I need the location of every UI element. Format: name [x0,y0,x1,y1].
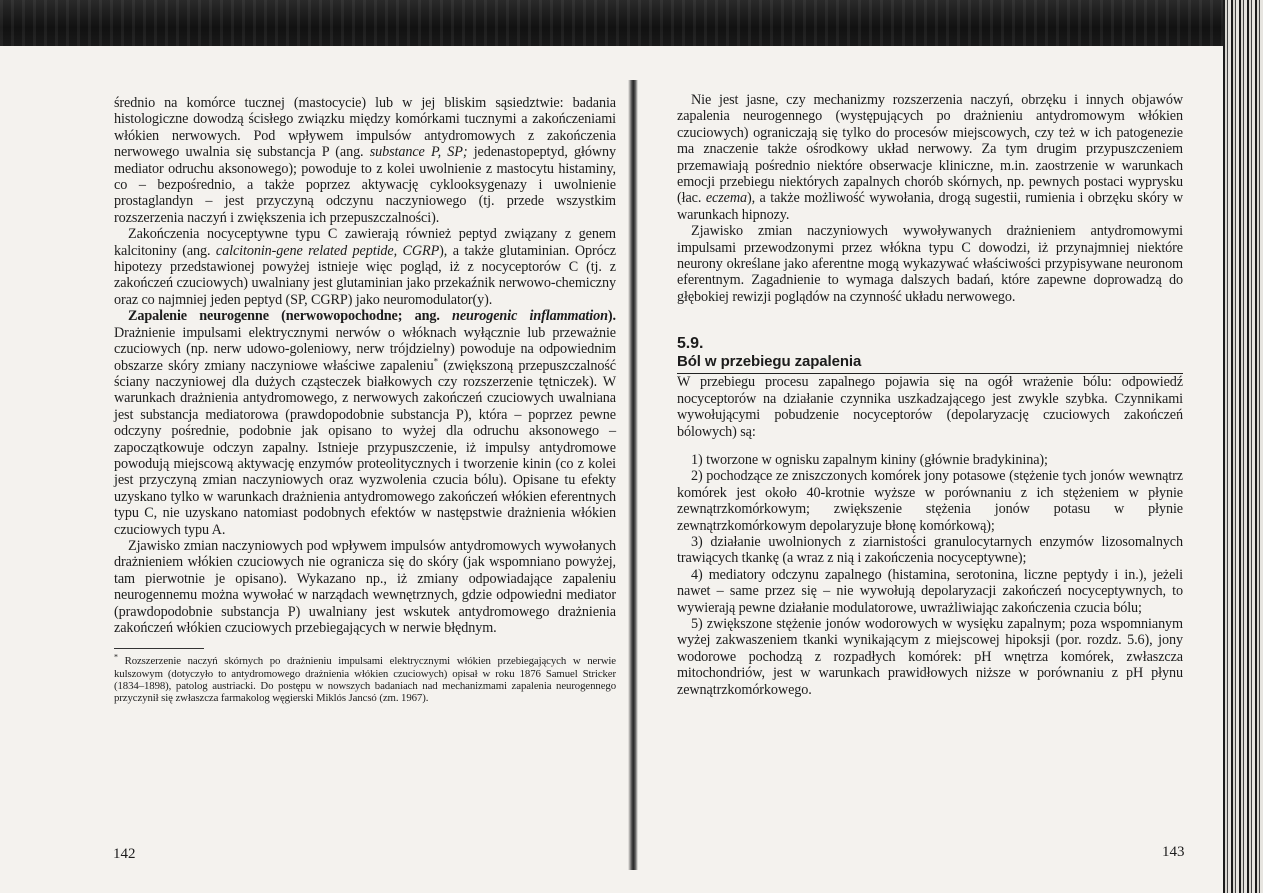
right-page [677,92,1183,698]
section-heading [677,335,1183,374]
scan-top-shadow [0,0,1263,46]
list-item: 3) działanie uwolnionych z ziarnistości granulocytarnych enzymów lizosomalnych trawiących tkankę (a wraz z nią i zakończenia nocyceptywne); [677,533,1183,567]
book-edge [1223,0,1263,893]
paragraph: W przebiegu procesu zapalnego pojawia się na ogół wrażenie bólu: odpowiedź nocyceptorów na działanie czynnika uszkadzającego jest zwykle szybka. Czynnikami wywołującymi pobudzenie nocyceptorów (depolaryzację czuciowych zakończeń bólowych) są: [677,374,1183,440]
list-item: 4) mediatory odczynu zapalnego (histamina, serotonina, liczne peptydy i in.), jeżeli nawet – same przez się – nie wywołują depolaryzacji zakończeń nocyceptywnych, to wywierają pewne działanie modulatorowe, uwrażliwiając zakończenia czucia bólu; [677,566,1183,616]
book-gutter [628,80,638,870]
footnote: * Rozszerzenie naczyń skórnych po drażnieniu impulsami elektrycznymi włókien przebiegających w nerwie kulszowym (dotyczyło to antydromowego drażnienia włókien czuciowych) opisał w roku 1876 Samuel Stricker (1834–1898), patolog austriacki. Do postępu w nowszych badaniach nad mechanizmami zapalenia neurogennego przyczynił się zwłaszcza farmakolog węgierski Miklós Jancsó (zm. 1967). [114,652,616,705]
section-number: 5.9. [677,335,704,353]
list-item: 1) tworzone w ognisku zapalnym kininy (głównie bradykinina); [691,451,1048,468]
page-number: 143 [1162,844,1185,860]
paragraph: Zakończenia nocyceptywne typu C zawierają również peptyd związany z genem kalcitoniny (ang. calcitonin-gene related peptide, CGRP), a także glutaminian. Oprócz hipotezy przedstawionej powyżej istnieje więc pogląd, iż z nocyceptorów C (tj. z zakończeń czuciowych) uwalniany jest glutaminian jako przekaźnik nerwowo-chemiczny oraz co najmniej jeden peptyd (SP, CGRP) jako neuromodulator(y). [114,226,616,308]
footnote-rule [114,648,204,649]
section-title: Ból w przebiegu zapalenia [677,353,1183,374]
paragraph: średnio na komórce tucznej (mastocycie) lub w jej bliskim sąsiedztwie: badania histologiczne dowodzą ścisłego związku między komórkami tucznymi a zakończeniami włókien nerwowych. Pod wpływem impulsów antydromowych z zakończenia nerwowego uwalnia się substancja P (ang. substance P, SP; jedenastopeptyd, główny mediator odruchu aksonowego); powoduje to z kolei uwolnienie z mastocytu histaminy, co – bezpośrednio, a także poprzez aktywację cyklooksygenazy i uwolnienie prostaglandyn – jest przyczyną odczynu naczyniowego (tj. przede wszystkim rozszerzenia naczyń i zwiększenia ich przepuszczalności). [114,95,616,226]
paragraph: Zjawisko zmian naczyniowych pod wpływem impulsów antydromowych wywołanych drażnieniem włókien czuciowych nie ogranicza się do skóry (jak wspomniano powyżej, tam pierwotnie je opisano). Wykazano np., iż zmiany odpowiadające zapaleniu neurogennemu można wywołać w narządach wewnętrznych, gdzie odpowiedni mediator (prawdopodobnie substancja P) uwalniany jest wskutek antydromowego drażnienia zakończeń włókien czuciowych przebiegających w nerwie błędnym. [114,537,616,636]
left-page [114,95,616,705]
paragraph: Nie jest jasne, czy mechanizmy rozszerzenia naczyń, obrzęku i innych objawów zapalenia neurogennego (występujących po drażnieniu antydromowym włókien czuciowych) ograniczają się tylko do procesów miejscowych, czy też w ich patogenezie ma znaczenie także ośrodkowy układ nerwowy. Za tym drugim przypuszczeniem przemawiają pośrednio niektóre obserwacje kliniczne, m.in. zaostrzenie w warunkach emocji przebiegu niektórych zapalnych chorób skórnych, np. pewnych postaci wyprysku (łac. eczema), a także możliwość wywołania, drogą sugestii, rumienia i obrzęku skóry w warunkach hipnozy. [677,92,1183,223]
list-item: 2) pochodzące ze zniszczonych komórek jony potasowe (stężenie tych jonów wewnątrz komórek jest około 40-krotnie wyższe w porównaniu z ich stężeniem w płynie zewnątrzkomórkowym; zwiększenie stężenia jonów potasu w płynie zewnątrzkomórkowym depolaryzuje błonę komórkową); [677,468,1183,534]
paragraph: Zapalenie neurogenne (nerwowopochodne; ang. neurogenic inflammation). Drażnienie impulsami elektrycznymi nerwów o włóknach wyłącznie lub przeważnie czuciowych (np. nerw udowo-goleniowy, nerw trójdzielny) powoduje na odpowiednim obszarze skóry zmiany naczyniowe właściwe zapaleniu* (zwiększoną przepuszczalność ściany naczyniowej dla dużych cząsteczek białkowych czy rozszerzenie tętniczek). W warunkach drażnienia antydromowego, z nerwowych zakończeń czuciowych uwalniana jest substancja mediatorowa (prawdopodobnie substancja P), która – poprzez pewne odczyny pośrednie, podobnie jak opisano to wyżej dla odruchu aksonowego – zapoczątkowuje odczyn zapalny. Istnieje przypuszczenie, iż impulsy antydromowe powodują miejscową aktywację enzymów proteolitycznych i tworzenie kinin (co z kolei jest przyczyną zmian naczyniowych oraz wyzwolenia czucia bólu). Opisane tu efekty uzyskano tylko w warunkach drażnienia antydromowego zakończeń włókien eferentnych typu C, nie uzyskano natomiast podobnych efektów w następstwie drażnienia włókien czuciowych typu A. [114,308,616,538]
page-number: 142 [113,846,136,862]
list-item: 5) zwiększone stężenie jonów wodorowych w wysięku zapalnym; poza wspomnianym wyżej zakwaszeniem tkanki wynikającym z miejscowej hipoksji (por. rozdz. 5.6), jony wodorowe pochodzą z rozpadłych komórek: pH wnętrza komórek, zwłaszcza mitochondriów, jest w warunkach prawidłowych niższe w porównaniu z pH płynu zewnątrzkomórkowego. [677,615,1183,698]
paragraph: Zjawisko zmian naczyniowych wywoływanych drażnieniem antydromowymi impulsami przewodzonymi przez włókna typu C dowodzi, iż przynajmniej niektóre neurony określane jako aferentne mogą wykazywać właściwości przypisywane neuronom eferentnym. Zagadnienie to wymaga dalszych badań, które zapewne doprowadzą do głębokiej rewizji poglądów na czynność układu nerwowego. [677,223,1183,305]
